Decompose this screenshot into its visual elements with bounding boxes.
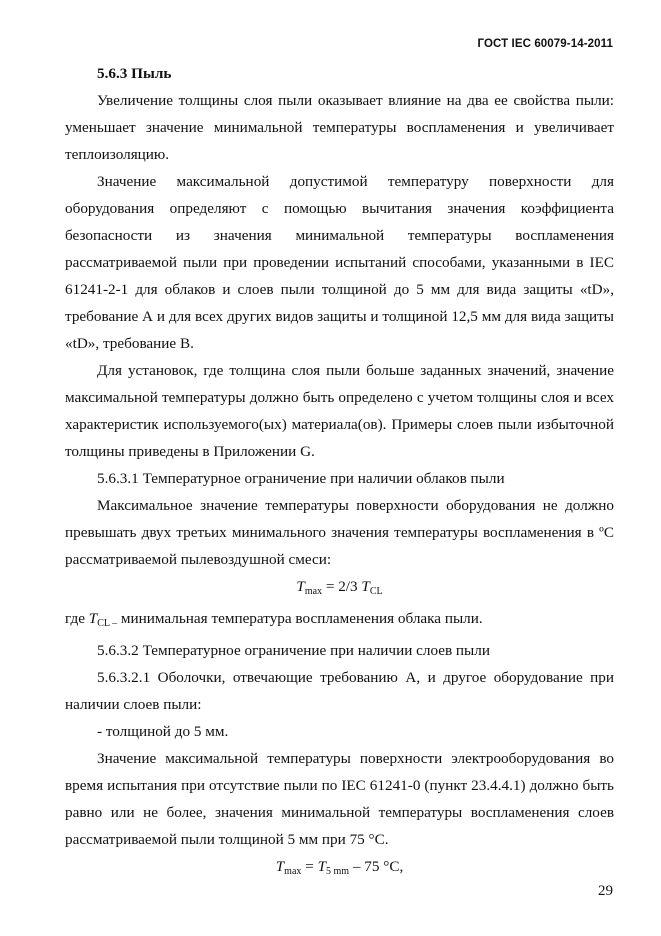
- formula-tmax-layer: [65, 853, 614, 885]
- formula-symbol: T: [361, 578, 370, 595]
- subsection-title-dust-layers: 5.6.3.2 Температурное ограничение при наличии слоев пыли: [97, 642, 490, 659]
- formula-symbol: T: [317, 858, 327, 875]
- definition-symbol: T: [88, 610, 98, 627]
- paragraph-excess-thickness: Для установок, где толщина слоя пыли больше заданных значений, значение максимальной температуры должно быть определено с учетом толщины слоя и всех характеристик используемого(ых) материала(ов). Примеры слоев пыли избыточной толщины приведены в Приложении G.: [65, 362, 614, 460]
- paragraph-max-surface-temperature: Значение максимальной допустимой температуру поверхности для оборудования определяют с помощью вычитания значения коэффициента безопасности из значения минимальной температуры воспламенения рассматриваемой пыли при проведении испытаний способами, указанными в IEC 61241-2-1 для облаков и слоев пыли толщиной до 5 мм для вида защиты «tD», требование А и для всех других видов защиты и толщиной 12,5 мм для вида защиты «tD», требование В.: [65, 173, 614, 352]
- standard-code-header: ГОСТ IEC 60079-14-2011: [477, 38, 613, 50]
- formula-operator: =: [301, 858, 318, 875]
- list-item-thickness: - толщиной до 5 мм.: [97, 723, 229, 740]
- formula-symbol: T: [296, 578, 305, 595]
- formula-tmax-cloud: [65, 573, 614, 605]
- page-number: 29: [598, 883, 613, 899]
- formula-definition: [65, 605, 614, 637]
- formula-tail: – 75 °С,: [349, 858, 404, 875]
- formula-subscript: max: [284, 866, 302, 877]
- subsection-title-dust-clouds: 5.6.3.1 Температурное ограничение при наличии облаков пыли: [97, 470, 505, 487]
- paragraph-dust-layer-effect: Увеличение толщины слоя пыли оказывает влияние на два ее свойства пыли: уменьшает значение минимальной температуры воспламенения и увеличивает теплоизоляцию.: [65, 92, 614, 163]
- definition-subscript: CL –: [97, 618, 118, 629]
- formula-subscript: CL: [369, 586, 383, 597]
- section-heading: 5.6.3 Пыль: [97, 65, 172, 82]
- formula-symbol: T: [275, 858, 285, 875]
- document-body: [65, 60, 614, 885]
- paragraph-enclosures-requirement-a: 5.6.3.2.1 Оболочки, отвечающие требованию А, и другое оборудование при наличии слоев пыли:: [65, 669, 614, 713]
- paragraph-test-without-dust: Значение максимальной температуры поверхности электрооборудования во время испытания при отсутствие пыли по IEC 61241-0 (пункт 23.4.4.1) должно быть равно или не более, значения минимальной температуры воспламенения слоев рассматриваемой пыли толщиной 5 мм при 75 °С.: [65, 750, 614, 848]
- formula-subscript: max: [304, 586, 323, 597]
- paragraph-two-thirds-rule: Максимальное значение температуры поверхности оборудования не должно превышать двух третьих минимального значения температуры воспламенения в ºС рассматриваемой пылевоздушной смеси:: [65, 497, 614, 568]
- formula-subscript: 5 mm: [326, 866, 350, 877]
- definition-prefix: где: [65, 610, 89, 627]
- definition-text: минимальная температура воспламенения облака пыли.: [117, 610, 483, 627]
- formula-operator: = 2/3: [322, 578, 362, 595]
